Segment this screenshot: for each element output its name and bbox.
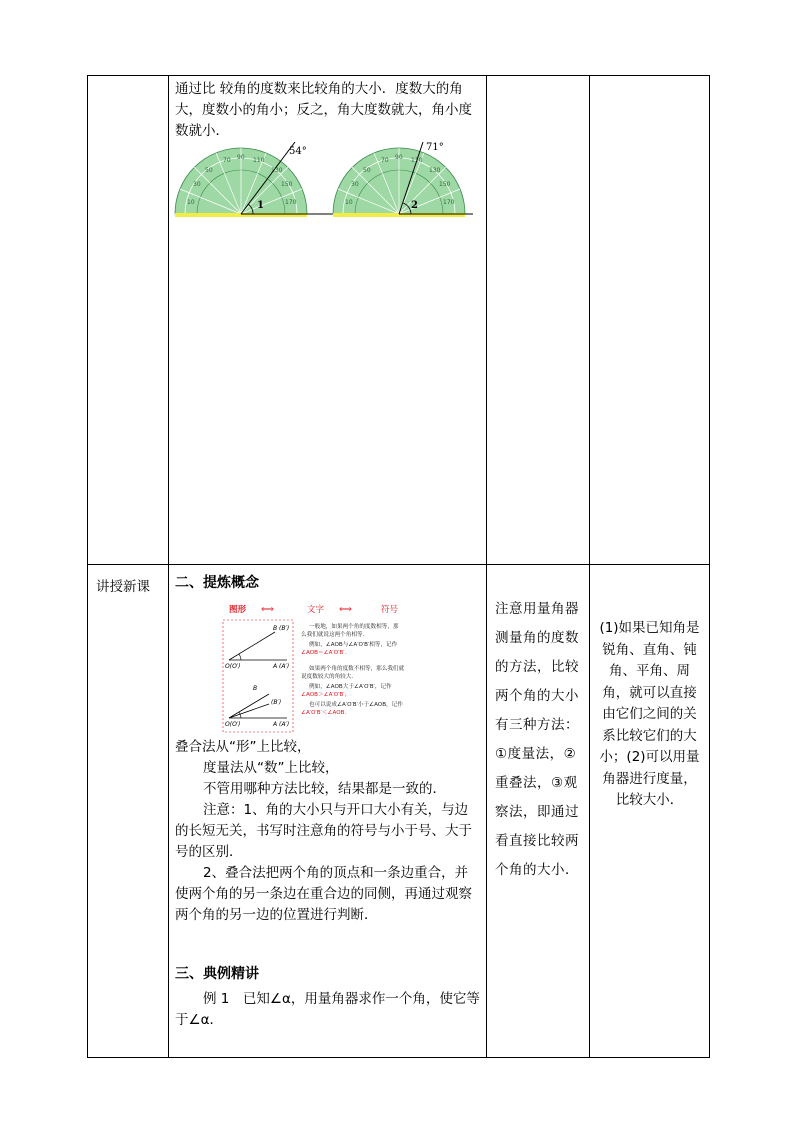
design-aim-text: (1)如果已知角是锐角、直角、钝角、平角、周角，就可以直接由它们之间的关系比较它们的大小；(2)可以用量角器进行度量，比较大小．	[599, 620, 700, 808]
svg-text:⟺: ⟺	[261, 605, 274, 615]
label-O-bottom: O(O′)	[225, 721, 241, 728]
angle-54-label: 54°	[289, 146, 307, 157]
intro-line-2: 大，度数小的角小；反之，角大度数就大，角小度	[175, 102, 472, 118]
measure-method-line: 度量法从“数”上比较，	[203, 760, 339, 776]
design-aim-cell	[590, 565, 710, 1058]
stage-label: 讲授新课	[96, 579, 150, 595]
angle-2-label: 2	[411, 200, 418, 211]
fig-text-p1-l2: 么我们就说这两个角相等．	[301, 632, 369, 638]
header-symbol: 符号	[381, 605, 399, 615]
fig-text-p2-l2: ∠AOB＝∠A′O′B′．	[301, 650, 351, 656]
intro-line-1: 通过比 较角的度数来比较角的大小．度数大的角	[175, 81, 463, 97]
header-text: 文字	[307, 605, 325, 615]
stage-cell	[88, 565, 169, 1058]
fig-text-p5-l2: ∠A′O′B′＜∠AOB.	[301, 710, 347, 716]
fig-text-p4-l1: 例如，∠AOB大于∠A′O′B′，记作	[309, 684, 392, 690]
example-heading: 三、典例精讲	[175, 966, 259, 982]
fig-text-p2-l1: 例如，∠AOB与∠A′O′B′相等，记作	[309, 642, 398, 648]
stage-cell-empty	[88, 76, 169, 565]
concept-figure	[199, 600, 449, 735]
label-O-top: O(O′)	[225, 663, 241, 670]
student-notes-text: 注意用量角器测量角的度数的方法，比较两个角的大小有三种方法：①度量法，②重叠法，③观察法，即通过看直接比较两个角的大小．	[495, 601, 579, 878]
intro-paragraph	[169, 76, 486, 142]
content-cell-protractor	[169, 76, 487, 565]
lesson-plan-table	[87, 75, 710, 1058]
fig-text-p1-l1: 一般地，如果两个角的度数相等，那	[309, 624, 399, 630]
label-A-bottom: A (A′)	[273, 721, 290, 728]
concept-heading: 二、提炼概念	[175, 575, 259, 591]
protractor-figure	[173, 142, 483, 217]
fig-text-p5-l1: 也可以说成∠A′O′B′小于∠AOB，记作	[309, 702, 403, 708]
fig-text-p3-l1: 如果两个角的度数不相等，那么我们就	[309, 666, 405, 672]
fig-text-p3-l2: 说度数较大的角较大．	[301, 674, 357, 680]
overlap-method-line: 叠合法从“形”上比较，	[175, 739, 311, 755]
header-shape: 图形	[229, 605, 247, 615]
label-Bprime-bottom: (B′)	[271, 699, 282, 706]
note-1: 注意：1、角的大小只与开口大小有关，与边的长短无关，书写时注意角的符号与小于号、大于号的区别．	[175, 802, 472, 860]
fig-text-p4-l2: ∠AOB＞∠A′O′B′；	[301, 692, 351, 698]
label-A-top: A (A′)	[273, 663, 290, 670]
label-B-bottom: B	[253, 685, 258, 692]
notes-cell-empty	[487, 76, 590, 565]
student-notes-cell	[487, 565, 590, 1058]
intro-line-3: 数就小．	[175, 123, 229, 139]
svg-text:⟺: ⟺	[339, 605, 352, 615]
same-result-line: 不管用哪种方法比较，结果都是一致的．	[203, 781, 446, 797]
angle-1-label: 1	[257, 200, 264, 211]
aim-cell-empty	[590, 76, 710, 565]
label-B-top: B (B′)	[273, 625, 290, 632]
note-2: 2、叠合法把两个角的顶点和一条边重合，并使两个角的另一条边在重合边的同侧，再通过观察两个角的另一边的位置进行判断．	[175, 865, 472, 923]
content-cell-concept	[169, 565, 487, 1058]
angle-71-label: 71°	[426, 142, 444, 153]
example-1: 例 1 已知∠α，用量角器求作一个角，使它等于∠α．	[175, 991, 480, 1028]
